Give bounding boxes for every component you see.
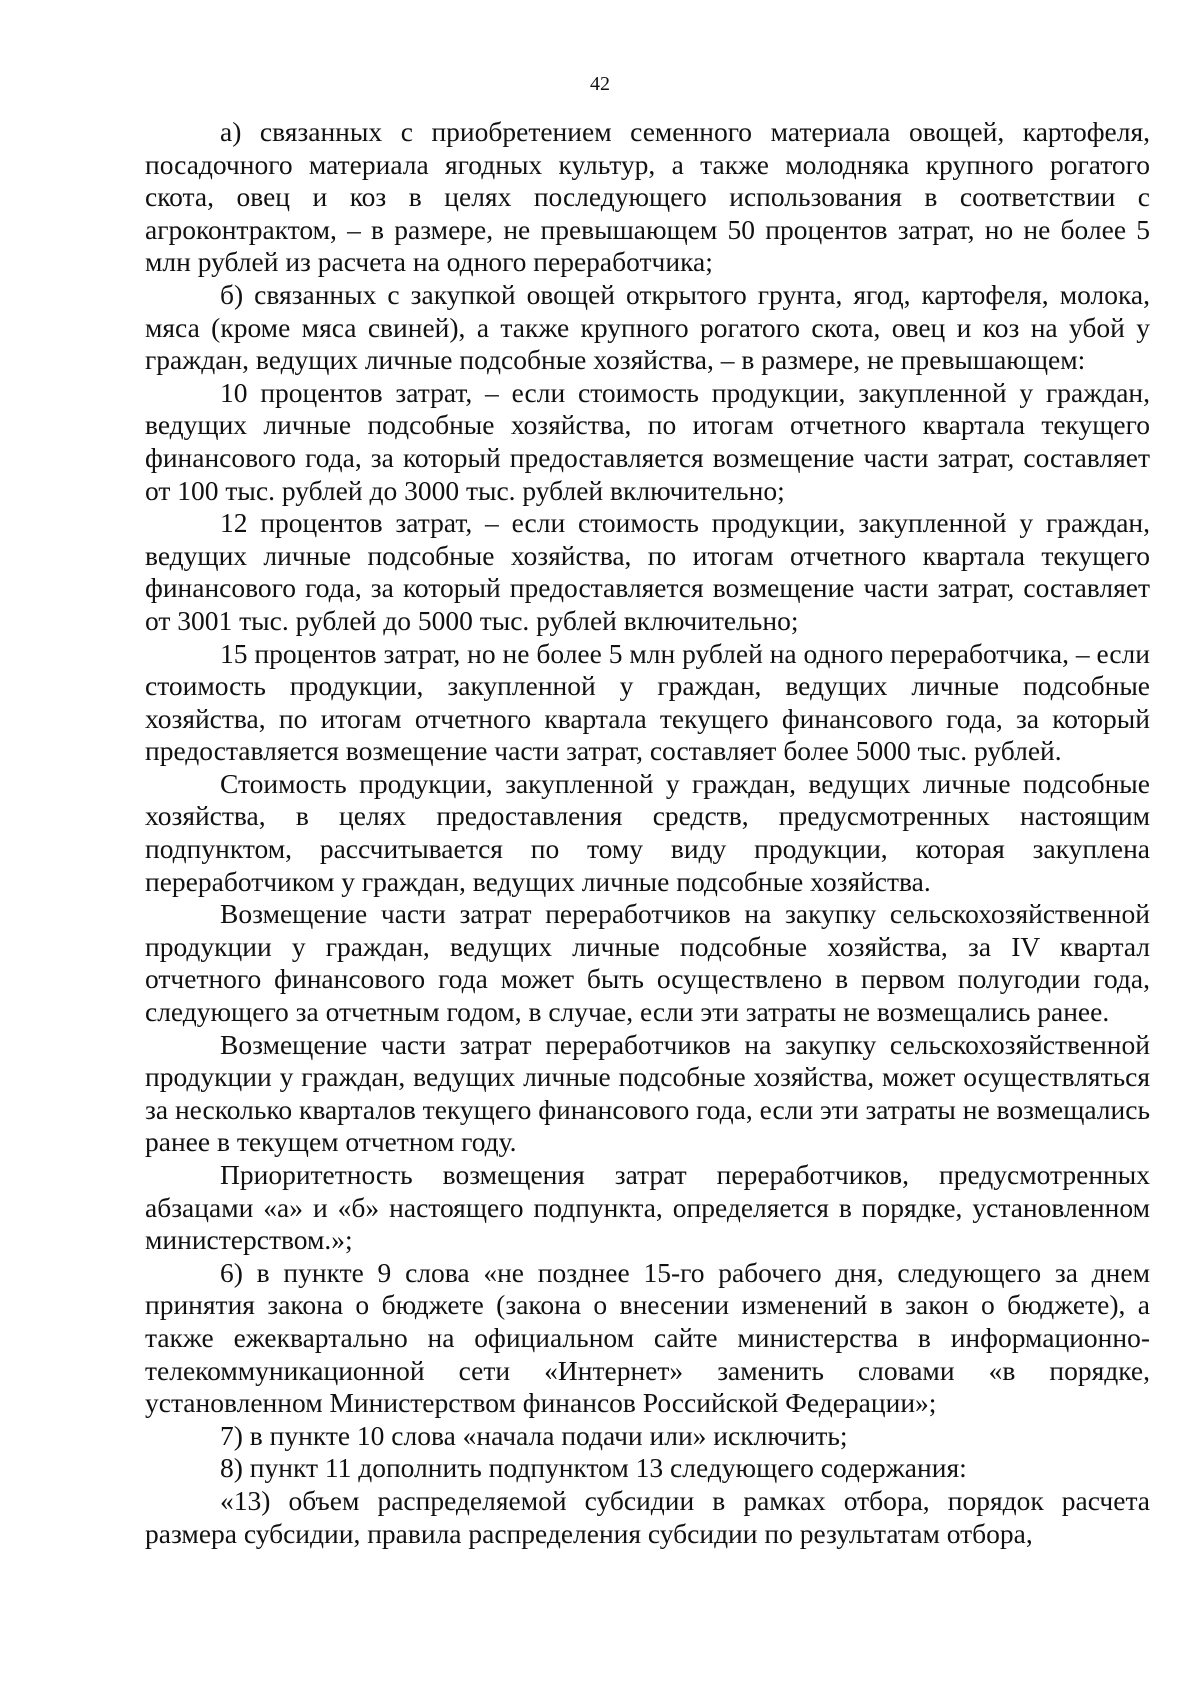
paragraph-item-7: 7) в пункте 10 слова «начала подачи или» исключить; xyxy=(220,1419,848,1451)
paragraph-a: а) связанных с приобретением семенного материала овощей, картофеля, посадочного материала ягодных культур, а также молодняка крупного рогатого скота, овец и коз в целях последующего использования в соответствии с агроконтрактом, – в размере, не превышающем 50 процентов затрат, но не более 5 млн рублей из расчета на одного переработчика; xyxy=(145,116,1150,278)
paragraph-q4-reimbursement: Возмещение части затрат переработчиков на закупку сельскохозяйственной продукции у граждан, ведущих личные подсобные хозяйства, за IV квартал отчетного финансового года может быть осуществлено в первом полугодии года, следующего за отчетным годом, в случае, если эти затраты не возмещались ранее. xyxy=(145,898,1150,1028)
paragraph-item-8: 8) пункт 11 дополнить подпунктом 13 следующего содержания: xyxy=(220,1452,967,1484)
paragraph-15-percent: 15 процентов затрат, но не более 5 млн рублей на одного переработчика, – если стоимость продукции, закупленной у граждан, ведущих личные подсобные хозяйства, по итогам отчетного квартала текущего финансового года, за который предоставляется возмещение части затрат, составляет более 5000 тыс. рублей. xyxy=(145,637,1150,767)
paragraph-item-13: «13) объем распределяемой субсидии в рамках отбора, порядок расчета размера субсидии, правила распределения субсидии по результатам отбора, xyxy=(145,1484,1150,1549)
paragraph-10-percent: 10 процентов затрат, – если стоимость продукции, закупленной у граждан, ведущих личные подсобные хозяйства, по итогам отчетного квартала текущего финансового года, за который предоставляется возмещение части затрат, составляет от 100 тыс. рублей до 3000 тыс. рублей включительно; xyxy=(145,376,1150,506)
paragraph-priority: Приоритетность возмещения затрат переработчиков, предусмотренных абзацами «а» и «б» настоящего подпункта, определяется в порядке, установленном министерством.»; xyxy=(145,1159,1150,1256)
paragraph-item-6: 6) в пункте 9 слова «не позднее 15-го рабочего дня, следующего за днем принятия закона о бюджете (закона о внесении изменений в закон о бюджете), а также ежеквартально на официальном сайте министерства в информационно-телекоммуникационной сети «Интернет» заменить словами «в порядке, установленном Министерством финансов Российской Федерации»; xyxy=(145,1256,1150,1419)
document-body xyxy=(145,116,1150,1550)
paragraph-product-cost: Стоимость продукции, закупленной у граждан, ведущих личные подсобные хозяйства, в целях предоставления средств, предусмотренных настоящим подпунктом, рассчитывается по тому виду продукции, которая закуплена переработчиком у граждан, ведущих личные подсобные хозяйства. xyxy=(145,767,1150,897)
paragraph-12-percent: 12 процентов затрат, – если стоимость продукции, закупленной у граждан, ведущих личные подсобные хозяйства, по итогам отчетного квартала текущего финансового года, за который предоставляется возмещение части затрат, составляет от 3001 тыс. рублей до 5000 тыс. рублей включительно; xyxy=(145,507,1150,636)
page-number: 42 xyxy=(590,73,610,95)
paragraph-b: б) связанных с закупкой овощей открытого грунта, ягод, картофеля, молока, мяса (кроме мяса свиней), а также крупного рогатого скота, овец и коз на убой у граждан, ведущих личные подсобные хозяйства, – в размере, не превышающем: xyxy=(145,278,1150,376)
paragraph-multi-quarter: Возмещение части затрат переработчиков на закупку сельскохозяйственной продукции у граждан, ведущих личные подсобные хозяйства, может осуществляться за несколько кварталов текущего финансового года, если эти затраты не возмещались ранее в текущем отчетном году. xyxy=(145,1028,1150,1158)
